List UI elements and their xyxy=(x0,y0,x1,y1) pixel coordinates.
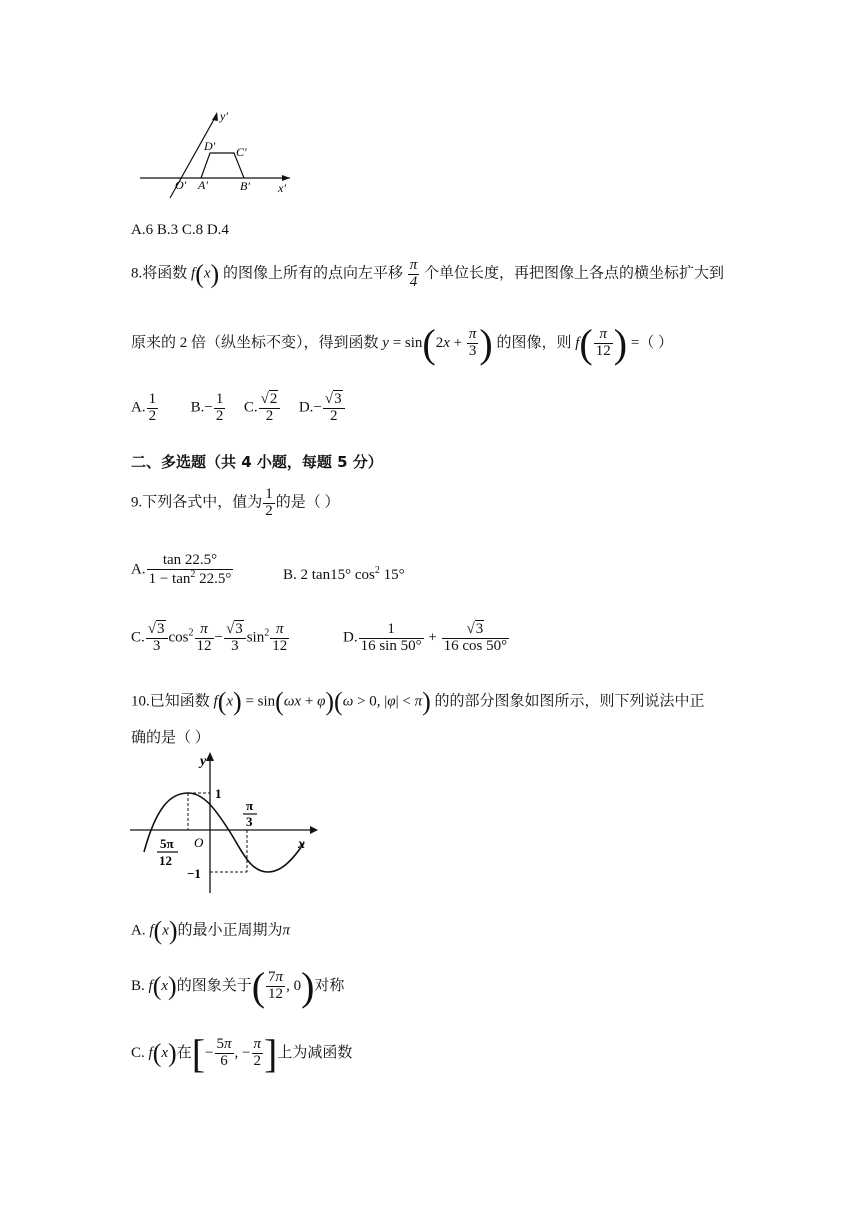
label-x: x xyxy=(298,837,305,852)
q10-option-c: C. f(x)在[− $\frac{5\pi}{6}$ , − $\frac{\pi}{2}$ ]上为减函数 xyxy=(131,1031,353,1076)
label-x: x′ xyxy=(278,181,286,195)
label-5pi-over-12-den: 12 xyxy=(159,853,172,868)
label-5pi-over-12-num: 5π xyxy=(160,836,174,851)
q8-options: A. $\frac{1}{2}$ B.− $\frac{1}{2}$ C. $\frac{√2}{2}$ D.− $\frac{√3}{2}$ xyxy=(131,392,346,425)
label-pi-over-3-num: π xyxy=(246,798,254,813)
label-o: O xyxy=(194,835,204,850)
q9-option-c: C. $\frac{√3}{3}$ $\cos^2$ $\frac{\pi}{12}$ − $\frac{√3}{3}$ $\sin^2$ $\frac{\pi}{12}$ xyxy=(131,621,288,654)
q7-options: A.6 B.3 C.8 D.4 xyxy=(131,222,229,238)
y-arrow xyxy=(212,112,218,121)
label-c: C′ xyxy=(236,145,247,159)
q8-line1: 8.将函数 f(x) 的图像上所有的点向左平移 $\frac{\pi}{4}$ 个单位长度，再把图像上各点的横坐标扩大到 xyxy=(131,257,724,290)
q9-option-d: D. $\frac{1}{16 \sin 50^\circ}$ + $\frac{√3}{16 \cos 50^\circ}$ xyxy=(343,621,508,654)
label-y: y xyxy=(200,754,207,769)
label-one: 1 xyxy=(215,786,222,801)
y-arrow xyxy=(206,752,214,761)
label-y: y′ xyxy=(220,109,228,123)
q10-sine-graph xyxy=(126,748,326,898)
x-arrow xyxy=(310,826,318,834)
q7-oblique-drawing xyxy=(130,100,305,200)
label-a: A′ xyxy=(198,178,208,192)
label-pi-over-3-den: 3 xyxy=(246,814,253,829)
label-neg-one: −1 xyxy=(187,866,201,881)
label-o: O′ xyxy=(175,178,187,192)
q10-option-a: A. f(x)的最小正周期为π xyxy=(131,916,291,945)
q10-option-b: B. f(x)的图象关于( $\frac{7\pi}{12}$ , 0)对称 xyxy=(131,964,345,1009)
label-d: D′ xyxy=(204,139,216,153)
q9-option-b: B. 2 tan15° $\cos^2 15^\circ$ xyxy=(283,565,405,583)
q9-option-a: A. $\frac{\tan 22.5^\circ}{1 - \tan^2 22.5^\circ}$ xyxy=(131,552,232,587)
q9-stem: 9.下列各式中，值为 $\frac{1}{2}$ 的是（ ） xyxy=(131,486,340,519)
section-heading: 二、多选题（共 4 小题，每题 5 分） xyxy=(131,453,383,471)
q8-line2: 原来的 2 倍（纵坐标不变），得到函数 y = sin(2x + $\frac{\pi}{3}$ ) 的图像，则 f( $\frac{\pi}{12}$ ) =（ ） xyxy=(131,321,674,366)
q10-stem-line1: 10.已知函数 f(x) = sin(ωx + φ)(ω > 0, |φ| < π) 的的部分图象如图所示，则下列说法中正 xyxy=(131,687,705,716)
label-b: B′ xyxy=(240,179,250,193)
q10-stem-line2: 确的是（ ） xyxy=(131,730,210,746)
